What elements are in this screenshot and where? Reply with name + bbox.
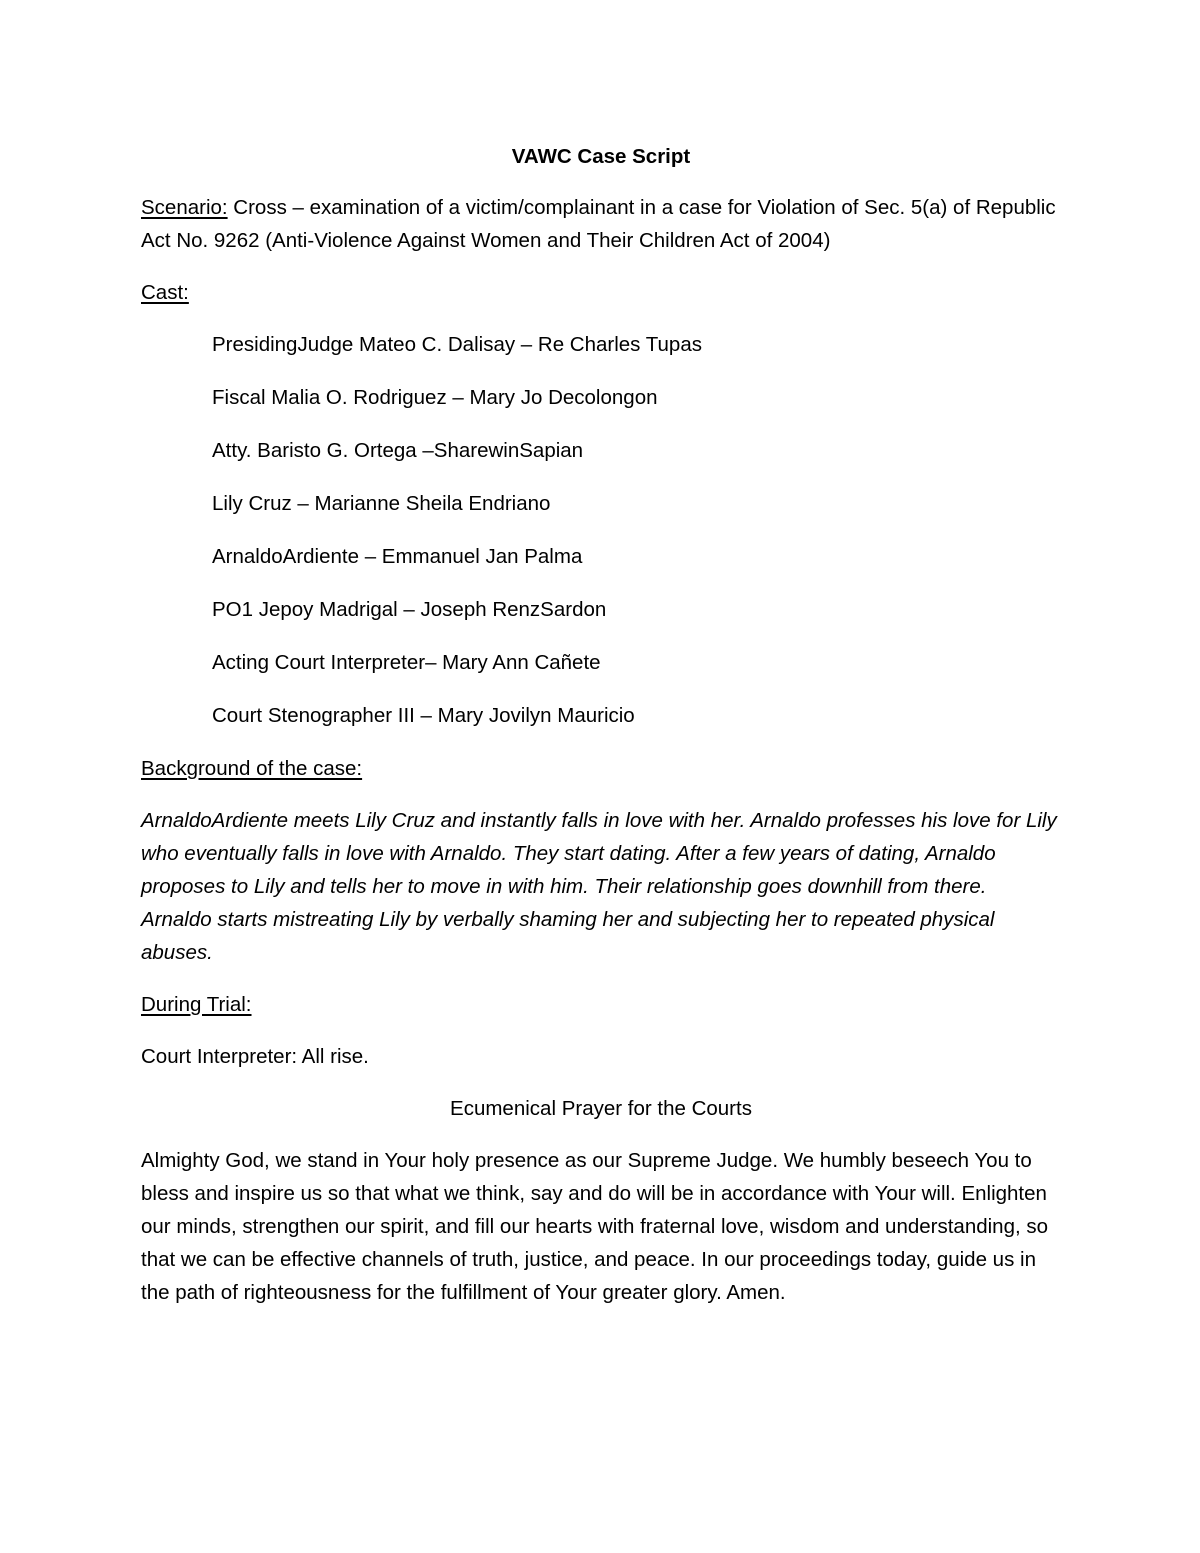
cast-label: Cast:	[141, 281, 189, 304]
scenario-text: Cross – examination of a victim/complainant in a case for Violation of Sec. 5(a) of Republic Act No. 9262 (Anti-Violence Against Women and Their Children Act of 2004)	[141, 196, 1056, 252]
prayer-text: Almighty God, we stand in Your holy presence as our Supreme Judge. We humbly beseech You to bless and inspire us so that what we think, say and do will be in accordance with Your will. Enlighten our minds, strengthen our spirit, and fill our hearts with fraternal love, wisdom and understanding, so that we can be effective channels of truth, justice, and peace. In our proceedings today, guide us in the path of righteousness for the fulfillment of Your greater glory. Amen.	[141, 1149, 1049, 1304]
cast-member: Court Stenographer III – Mary Jovilyn Mauricio	[212, 704, 635, 727]
cast-list	[141, 328, 1061, 732]
cast-member: Acting Court Interpreter– Mary Ann Cañete	[212, 651, 601, 674]
document-body	[141, 142, 1061, 1328]
cast-member: PO1 Jepoy Madrigal – Joseph RenzSardon	[212, 598, 607, 621]
prayer-title: Ecumenical Prayer for the Courts	[450, 1097, 752, 1120]
cast-member: ArnaldoArdiente – Emmanuel Jan Palma	[212, 545, 583, 568]
cast-member: PresidingJudge Mateo C. Dalisay – Re Charles Tupas	[212, 333, 702, 356]
cast-member: Fiscal Malia O. Rodriguez – Mary Jo Decolongon	[212, 386, 658, 409]
background-heading	[141, 752, 1061, 785]
trial-label: During Trial:	[141, 993, 252, 1016]
cast-heading	[141, 276, 1061, 309]
cast-member: Lily Cruz – Marianne Sheila Endriano	[212, 492, 551, 515]
opening-line: Court Interpreter: All rise.	[141, 1045, 369, 1068]
trial-heading	[141, 988, 1061, 1021]
scenario-paragraph	[141, 191, 1061, 257]
cast-member: Atty. Baristo G. Ortega –SharewinSapian	[212, 439, 584, 462]
document-title: VAWC Case Script	[511, 145, 691, 168]
scenario-label: Scenario:	[141, 196, 228, 219]
background-label: Background of the case:	[141, 757, 363, 780]
background-text: ArnaldoArdiente meets Lily Cruz and instantly falls in love with her. Arnaldo professes his love for Lily who eventually falls in love with Arnaldo. They start dating. After a few years of dating, Arnaldo proposes to Lily and tells her to move in with him. Their relationship goes downhill from there. Arnaldo starts mistreating Lily by verbally shaming her and subjecting her to repeated physical abuses.	[141, 809, 1057, 964]
